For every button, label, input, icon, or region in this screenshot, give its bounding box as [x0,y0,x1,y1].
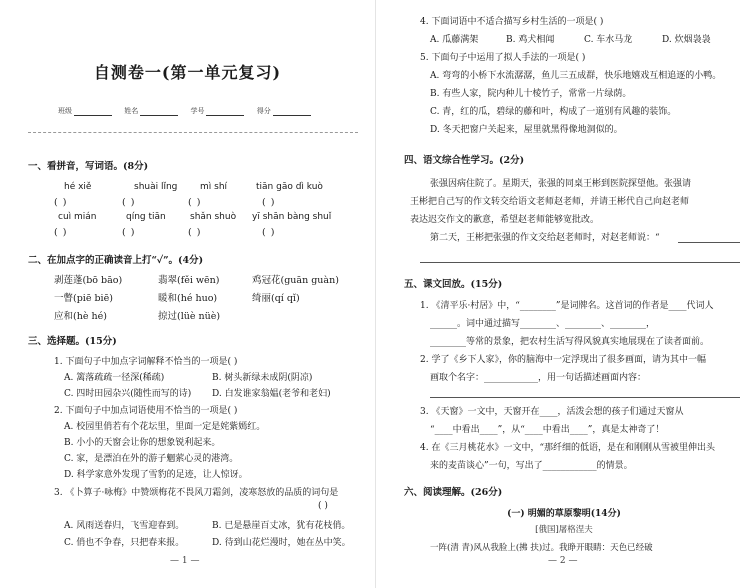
fill-in-line[interactable]: ______。词中通过描写________、________、________， [430,319,656,329]
fill-in-line[interactable]: 来的麦苗谈心”一句，写出了____________的情景。 [430,461,633,471]
option-c[interactable]: C. 俏也不争春，只把春来报。 [64,538,185,548]
page-title: 自测卷一(第一单元复习) [93,63,282,82]
option-d[interactable]: D. 冬天把窗户关起来，屋里就黑得像地洞似的。 [430,125,623,135]
option-d[interactable]: D. 炊烟袅袅 [662,35,711,45]
option-b[interactable]: B. 鸡犬相闻 [506,35,555,45]
section-2-heading: 二、在加点字的正确读音上打“✓”。(4分) [28,255,204,266]
fill-in-line[interactable]: 1. 《清平乐·村居》中，“________”是词牌名。这首词的作者是____代词人 [420,301,714,311]
option-d[interactable]: D. 待到山花烂漫时，她在丛中笑。 [212,538,351,548]
pinyin: hé xiě [64,182,92,192]
pronunciation-item[interactable]: 一瞥(piē biē) [54,293,113,304]
option-c[interactable]: C. 青，红的瓜，碧绿的藤和叶，构成了一道别有风趣的装饰。 [430,107,677,117]
option-b[interactable]: B. 树头新绿未成阴(阴凉) [212,373,313,383]
pronunciation-item[interactable]: 翡翠(fěi wēn) [158,275,220,286]
option-a[interactable]: A. 风雨送春归，飞雪迎春到。 [64,521,185,531]
score-blank[interactable] [273,108,311,116]
fill-in-line[interactable]: 画取个名字：____________，用一句话描述画面内容： [430,373,647,383]
fill-in-line[interactable]: 2. 学了《乡下人家》，你的脑海中一定浮现出了很多画面，请为其中一幅 [420,355,706,365]
paragraph-line: 表达迟交作文的歉意，希望赵老师能够宽批改。 [410,215,600,225]
answer-line[interactable] [430,397,740,398]
option-d[interactable]: D. 白发谁家翁媪(老爷和老妇) [212,389,331,399]
pinyin: qíng tiān [126,212,166,222]
reading-line: 一阵(清 青)风从我脸上(拂 扶)过。我睁开眼睛：天色已经破 [430,543,653,553]
pronunciation-item[interactable]: 暖和(hé huo) [158,293,218,304]
student-info-row [58,106,321,116]
pinyin: yī shān bàng shuǐ [252,212,332,222]
separator-line [28,132,358,133]
pronunciation-item[interactable]: 应和(hè hé) [54,311,107,322]
paragraph-line: 第二天，王彬把张强的作文交给赵老师时，对赵老师说：“ [430,233,660,243]
option-c[interactable]: C. 四时田园杂兴(随性而写的诗) [64,389,192,399]
page-number: — 2 — [548,556,578,566]
pinyin: mì shí [200,182,228,192]
question-1: 1. 下面句子中加点字词解释不恰当的一项是( ) [54,357,238,367]
pinyin: shǎn shuò [190,212,237,222]
answer-line[interactable] [678,242,740,243]
answer-box[interactable]: ( ) [54,197,68,208]
pronunciation-item[interactable]: 绮丽(qí qǐ) [252,293,300,304]
option-d[interactable]: D. 科学家意外发现了雪豹的足迹，让人惊讶。 [64,470,248,480]
paragraph-line: 张强因病住院了。星期天，张强的同桌王彬到医院探望他。张强请 [430,179,692,189]
paragraph-line: 王彬把自己写的作文转交给语文老师赵老师，并请王彬代自己向赵老师 [410,197,690,207]
option-b[interactable]: B. 小小的天窗会让你的想象锐利起来。 [64,438,221,448]
answer-box[interactable]: ( ) [262,227,276,238]
option-b[interactable]: B. 已是悬崖百丈冰，犹有花枝俏。 [212,521,351,531]
id-blank[interactable] [206,108,244,116]
id-label: 学号 [190,107,205,115]
answer-box[interactable]: ( ) [54,227,68,238]
class-label: 班级 [58,107,72,115]
name-label: 姓名 [124,107,139,115]
question-2: 2. 下面句子中加点词语使用不恰当的一项是( ) [54,406,238,416]
answer-box[interactable]: ( ) [188,227,202,238]
pinyin: shuài lǐng [134,182,178,192]
section-5-heading: 五、课文回放。(15分) [404,279,503,290]
section-3-heading: 三、选择题。(15分) [28,336,117,347]
section-6-heading: 六、阅读理解。(26分) [404,487,503,498]
section-4-heading: 四、语文综合性学习。(2分) [404,155,525,166]
option-a[interactable]: A. 瓜藤满架 [430,35,479,45]
right-page [378,0,750,588]
fill-in-line[interactable]: 4. 在《三月桃花水》一文中，“那纤细的低语，是在和刚刚从雪被里伸出头 [420,443,716,453]
pronunciation-item[interactable]: 鸡冠花(guān guàn) [252,275,339,286]
answer-box[interactable]: ( ) [188,197,202,208]
class-blank[interactable] [74,108,112,116]
answer-paren[interactable]: ( ) [318,501,328,511]
fill-in-line[interactable]: “____中看出____”，从“____中看出____”，真是太神奇了！ [430,425,665,435]
section-1-heading: 一、看拼音，写词语。(8分) [28,161,149,172]
reading-title: (一) 明媚的草原黎明(14分) [507,509,621,519]
option-b[interactable]: B. 有些人家，院内种儿十棱竹子，常常一片绿荫。 [430,89,632,99]
answer-box[interactable]: ( ) [262,197,276,208]
pronunciation-item[interactable]: 掠过(lüè nüè) [158,311,221,322]
page-number: — 1 — [170,556,200,566]
answer-box[interactable]: ( ) [122,197,136,208]
option-c[interactable]: C. 车水马龙 [584,35,633,45]
name-blank[interactable] [140,108,178,116]
page-divider [375,0,376,588]
pronunciation-item[interactable]: 剥莲蓬(bō bāo) [54,275,123,286]
option-a[interactable]: A. 弯弯的小桥下水流潺潺，鱼儿三五成群，快乐地嬉戏互相追逐的小鸭。 [430,71,722,81]
question-3: 3. 《卜算子·咏梅》中赞颂梅花不畏风刀霜剑，凌寒怒放的品质的词句是 [54,488,339,498]
option-a[interactable]: A. 篱落疏疏一径深(稀疏) [64,373,165,383]
pinyin: cuì mián [58,212,97,222]
question-5: 5. 下面句子中运用了拟人手法的一项是( ) [420,53,586,63]
fill-in-line[interactable]: 3. 《天窗》一文中，天窗开在____，活泼会想的孩子们通过天窗从 [420,407,684,417]
question-4: 4. 下面词语中不适合描写乡村生活的一项是( ) [420,17,604,27]
option-c[interactable]: C. 家，是漂泊在外的游子魍萦心灵的港湾。 [64,454,239,464]
pinyin: tiān gāo dì kuò [256,182,323,192]
fill-in-line[interactable]: ________等常的景象，把农村生活写得风貌真实地展现在了读者面前。 [430,337,710,347]
reading-author: [俄国]屠格涅夫 [535,525,593,535]
answer-line[interactable] [420,262,740,263]
score-label: 得分 [256,107,271,115]
answer-box[interactable]: ( ) [122,227,136,238]
option-a[interactable]: A. 校园里俏若有个花坛里，里面一定是姹紫嫣红。 [64,422,266,432]
